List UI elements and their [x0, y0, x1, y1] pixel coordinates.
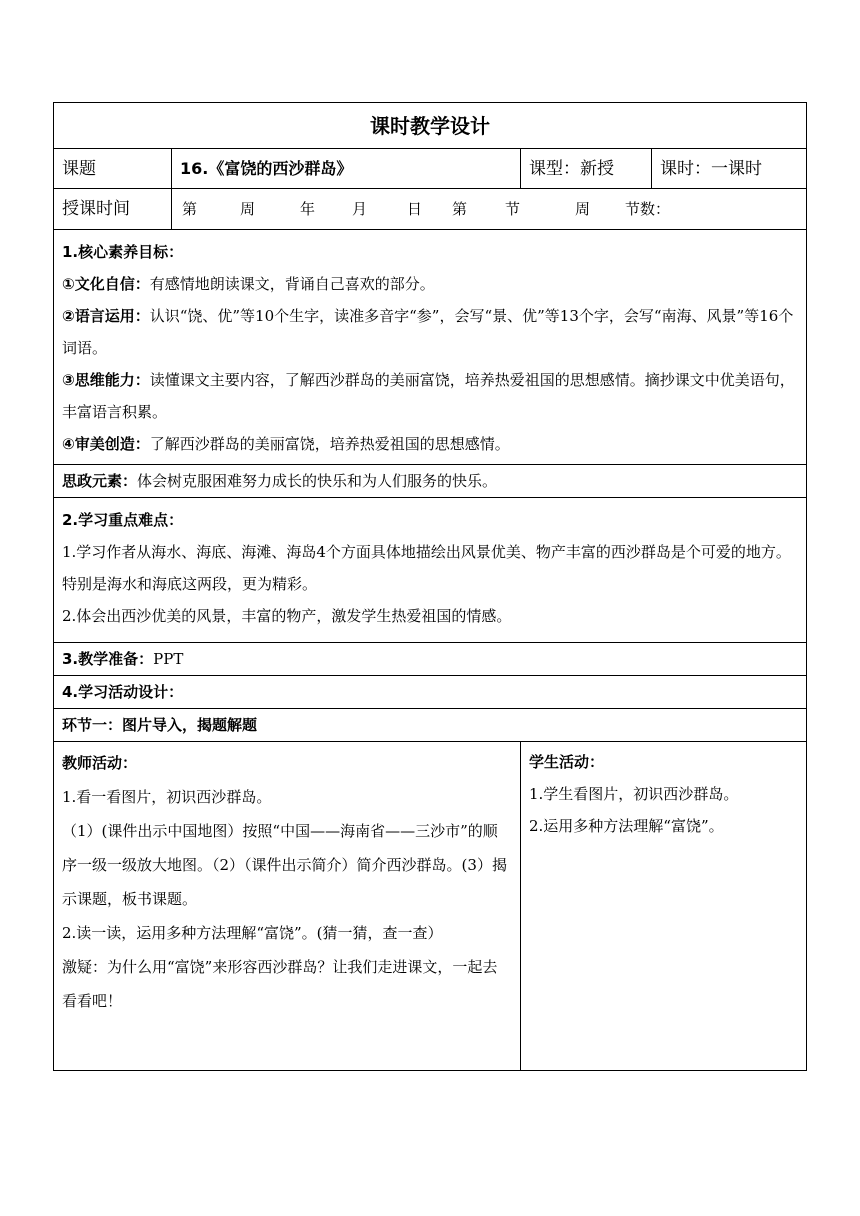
time-month: 月 — [352, 200, 368, 218]
prep-value: PPT — [153, 650, 184, 668]
time-section-prefix: 第 — [452, 200, 468, 218]
time-week2: 周 — [575, 200, 591, 218]
lesson-type-value: 新授 — [580, 158, 614, 179]
student-line-2: 2.运用多种方法理解“富饶”。 — [529, 817, 724, 835]
core-goals — [54, 230, 807, 465]
time-week: 周 — [240, 200, 256, 218]
teacher-line-3: 2.读一读，运用多种方法理解“富饶”。(猜一猜，查一查） — [62, 924, 443, 942]
time-year: 年 — [300, 200, 316, 218]
lesson-type — [521, 149, 652, 189]
stage-1-heading: 环节一：图片导入，揭题解题 — [54, 709, 807, 742]
goal-3 — [62, 364, 798, 428]
page-title: 课时教学设计 — [54, 103, 807, 149]
teacher-line-1: 1.看一看图片，初识西沙群岛。 — [62, 788, 272, 806]
goal-4 — [62, 428, 798, 460]
goal-2 — [62, 300, 798, 364]
lesson-period-label: 课时： — [660, 158, 711, 179]
time-week-prefix: 第 — [182, 200, 198, 218]
goal-4-label: ④审美创造： — [62, 435, 150, 453]
activity-design-heading: 4.学习活动设计： — [54, 676, 807, 709]
student-activities — [521, 742, 807, 1071]
key-points-heading: 2.学习重点难点： — [62, 511, 184, 529]
student-line-1: 1.学生看图片，初识西沙群岛。 — [529, 785, 739, 803]
teacher-line-4: 激疑：为什么用“富饶”来形容西沙群岛？让我们走进课文，一起去看看吧！ — [62, 958, 498, 1010]
goal-1-text: 有感情地朗读课文，背诵自己喜欢的部分。 — [149, 275, 435, 293]
goal-3-label: ③思维能力： — [62, 371, 150, 389]
lesson-design-table — [53, 102, 807, 1071]
goals-heading: 1.核心素养目标： — [62, 243, 184, 261]
student-heading: 学生活动： — [529, 753, 605, 771]
goal-3-text: 读懂课文主要内容，了解西沙群岛的美丽富饶，培养热爱祖国的思想感情。摘抄课文中优美语句，丰富语言积累。 — [62, 371, 795, 421]
key-point-1: 1.学习作者从海水、海底、海滩、海岛4个方面具体地描绘出风景优美、物产丰富的西沙群岛是个可爱的地方。特别是海水和海底这两段，更为精彩。 — [62, 543, 791, 593]
ideology-label: 思政元素： — [62, 472, 138, 490]
time-section: 节 — [505, 200, 521, 218]
key-point-2: 2.体会出西沙优美的风景，丰富的物产，激发学生热爱祖国的情感。 — [62, 607, 512, 625]
ideology-text: 体会树克服困难努力成长的快乐和为人们服务的快乐。 — [137, 472, 498, 490]
time-label: 授课时间 — [54, 189, 172, 230]
goal-1-label: ①文化自信： — [62, 275, 150, 293]
prep-label: 3.教学准备： — [62, 650, 154, 668]
goal-1 — [62, 268, 798, 300]
lesson-period-value: 一课时 — [711, 158, 762, 179]
time-fields — [172, 189, 807, 230]
lesson-type-label: 课型： — [529, 158, 580, 179]
topic-value: 16.《富饶的西沙群岛》 — [172, 149, 521, 189]
prep-row — [54, 643, 807, 676]
ideology-row — [54, 465, 807, 498]
time-section-count: 节数： — [625, 200, 671, 218]
teacher-line-2: （1）(课件出示中国地图）按照“中国——海南省——三沙市”的顺序一级一级放大地图。（2）（课件出示简介）简介西沙群岛。(3）揭示课题，板书课题。 — [62, 822, 507, 908]
topic-label: 课题 — [54, 149, 172, 189]
goal-2-text: 认识“饶、优”等10个生字，读准多音字“参”，会写“景、优”等13个字，会写“南海、风景”等16个词语。 — [62, 307, 794, 357]
teacher-heading: 教师活动： — [62, 754, 138, 772]
teacher-activities — [54, 742, 521, 1071]
lesson-period — [652, 149, 807, 189]
goal-2-label: ②语言运用： — [62, 307, 150, 325]
key-points — [54, 498, 807, 643]
goal-4-text: 了解西沙群岛的美丽富饶，培养热爱祖国的思想感情。 — [149, 435, 510, 453]
time-day: 日 — [407, 200, 423, 218]
